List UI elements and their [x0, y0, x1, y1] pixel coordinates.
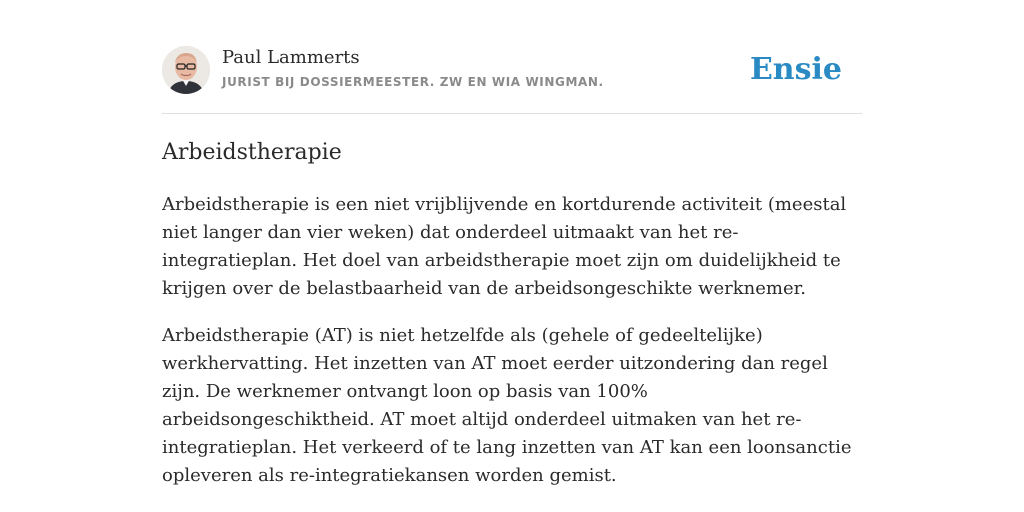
- person-portrait-icon: [162, 46, 210, 94]
- article: [162, 137, 862, 490]
- article-title: Arbeidstherapie: [162, 140, 342, 165]
- author-avatar[interactable]: [162, 46, 210, 94]
- brand-logo[interactable]: Ensie: [749, 52, 842, 87]
- author-name[interactable]: Paul Lammerts: [222, 47, 360, 68]
- article-paragraph: Arbeidstherapie (AT) is niet hetzelfde als (gehele of gedeeltelijke) werkhervatting. Het inzetten van AT moet eerder uitzondering dan regel zijn. De werknemer ontvangt loon op basis van 100% arbeidsongeschiktheid. AT moet altijd onderdeel uitmaken van het re-integratieplan. Het verkeerd of te lang inzetten van AT kan een loonsanctie opleveren als re-integratiekansen worden gemist.: [162, 325, 852, 486]
- author-role: JURIST BIJ DOSSIERMEESTER. ZW EN WIA WINGMAN.: [222, 75, 604, 89]
- article-paragraph: Arbeidstherapie is een niet vrijblijvende en kortdurende activiteit (meestal niet langer dan vier weken) dat onderdeel uitmaakt van het re-integratieplan. Het doel van arbeidstherapie moet zijn om duidelijkheid te krijgen over de belastbaarheid van de arbeidsongeschikte werknemer.: [162, 194, 847, 299]
- author-header: [162, 44, 862, 100]
- header-divider: [162, 113, 862, 114]
